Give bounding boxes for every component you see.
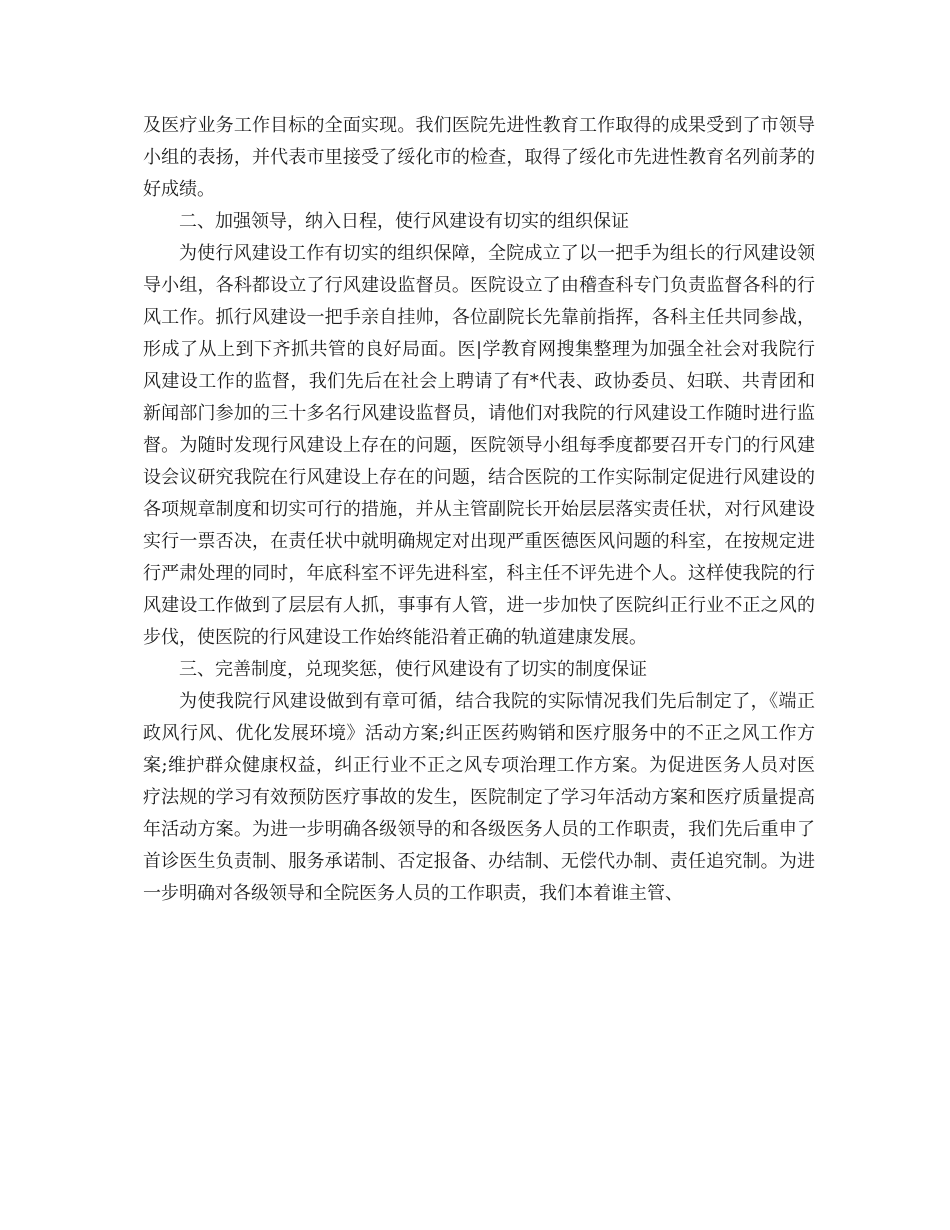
paragraph-continuation: 及医疗业务工作目标的全面实现。我们医院先进性教育工作取得的成果受到了市领导小组的表扬，并代表市里接受了绥化市的检查，取得了绥化市先进性教育名列前茅的好成绩。 xyxy=(143,115,815,200)
paragraph-organization: 为使行风建设工作有切实的组织保障，全院成立了以一把手为组长的行风建设领导小组，各科都设立了行风建设监督员。医院设立了由稽查科专门负责监督各科的行风工作。抓行风建设一把手亲自挂帅，各位副院长先靠前指挥，各科主任共同参战，形成了从上到下齐抓共管的良好局面。医|学教育网搜集整理为加强全社会对我院行风建设工作的监督，我们先后在社会上聘请了有*代表、政协委员、妇联、共青团和新闻部门参加的三十多名行风建设监督员，请他们对我院的行风建设工作随时进行监督。为随时发现行风建设上存在的问题，医院领导小组每季度都要召开专门的行风建设会议研究我院在行风建设上存在的问题，结合医院的工作实际制定促进行风建设的各项规章制度和切实可行的措施，并从主管副院长开始层层落实责任状，对行风建设实行一票否决，在责任状中就明确规定对出现严重医德医风问题的科室，在按规定进行严肃处理的同时，年底科室不评先进科室，科主任不评先进个人。这样使我院的行风建设工作做到了层层有人抓，事事有人管，进一步加快了医院纠正行业不正之风的步伐，使医院的行风建设工作始终能沿着正确的轨道建康发展。 xyxy=(143,243,815,648)
section-heading-2: 二、加强领导，纳入日程，使行风建设有切实的组织保证 xyxy=(179,211,629,232)
document-body xyxy=(143,110,815,910)
section-heading-3: 三、完善制度，兑现奖惩，使行风建设有了切实的制度保证 xyxy=(179,659,647,680)
paragraph-regulations: 为使我院行风建设做到有章可循，结合我院的实际情况我们先后制定了，《端正政风行风、优化发展环境》活动方案;纠正医药购销和医疗服务中的不正之风工作方案;维护群众健康权益，纠正行业不正之风专项治理工作方案。为促进医务人员对医疗法规的学习有效预防医疗事故的发生，医院制定了学习年活动方案和医疗质量提高年活动方案。为进一步明确各级领导的和各级医务人员的工作职责，我们先后重申了首诊医生负责制、服务承诺制、否定报备、办结制、无偿代办制、责任追究制。为进一步明确对各级领导和全院医务人员的工作职责，我们本着谁主管、 xyxy=(143,691,815,904)
